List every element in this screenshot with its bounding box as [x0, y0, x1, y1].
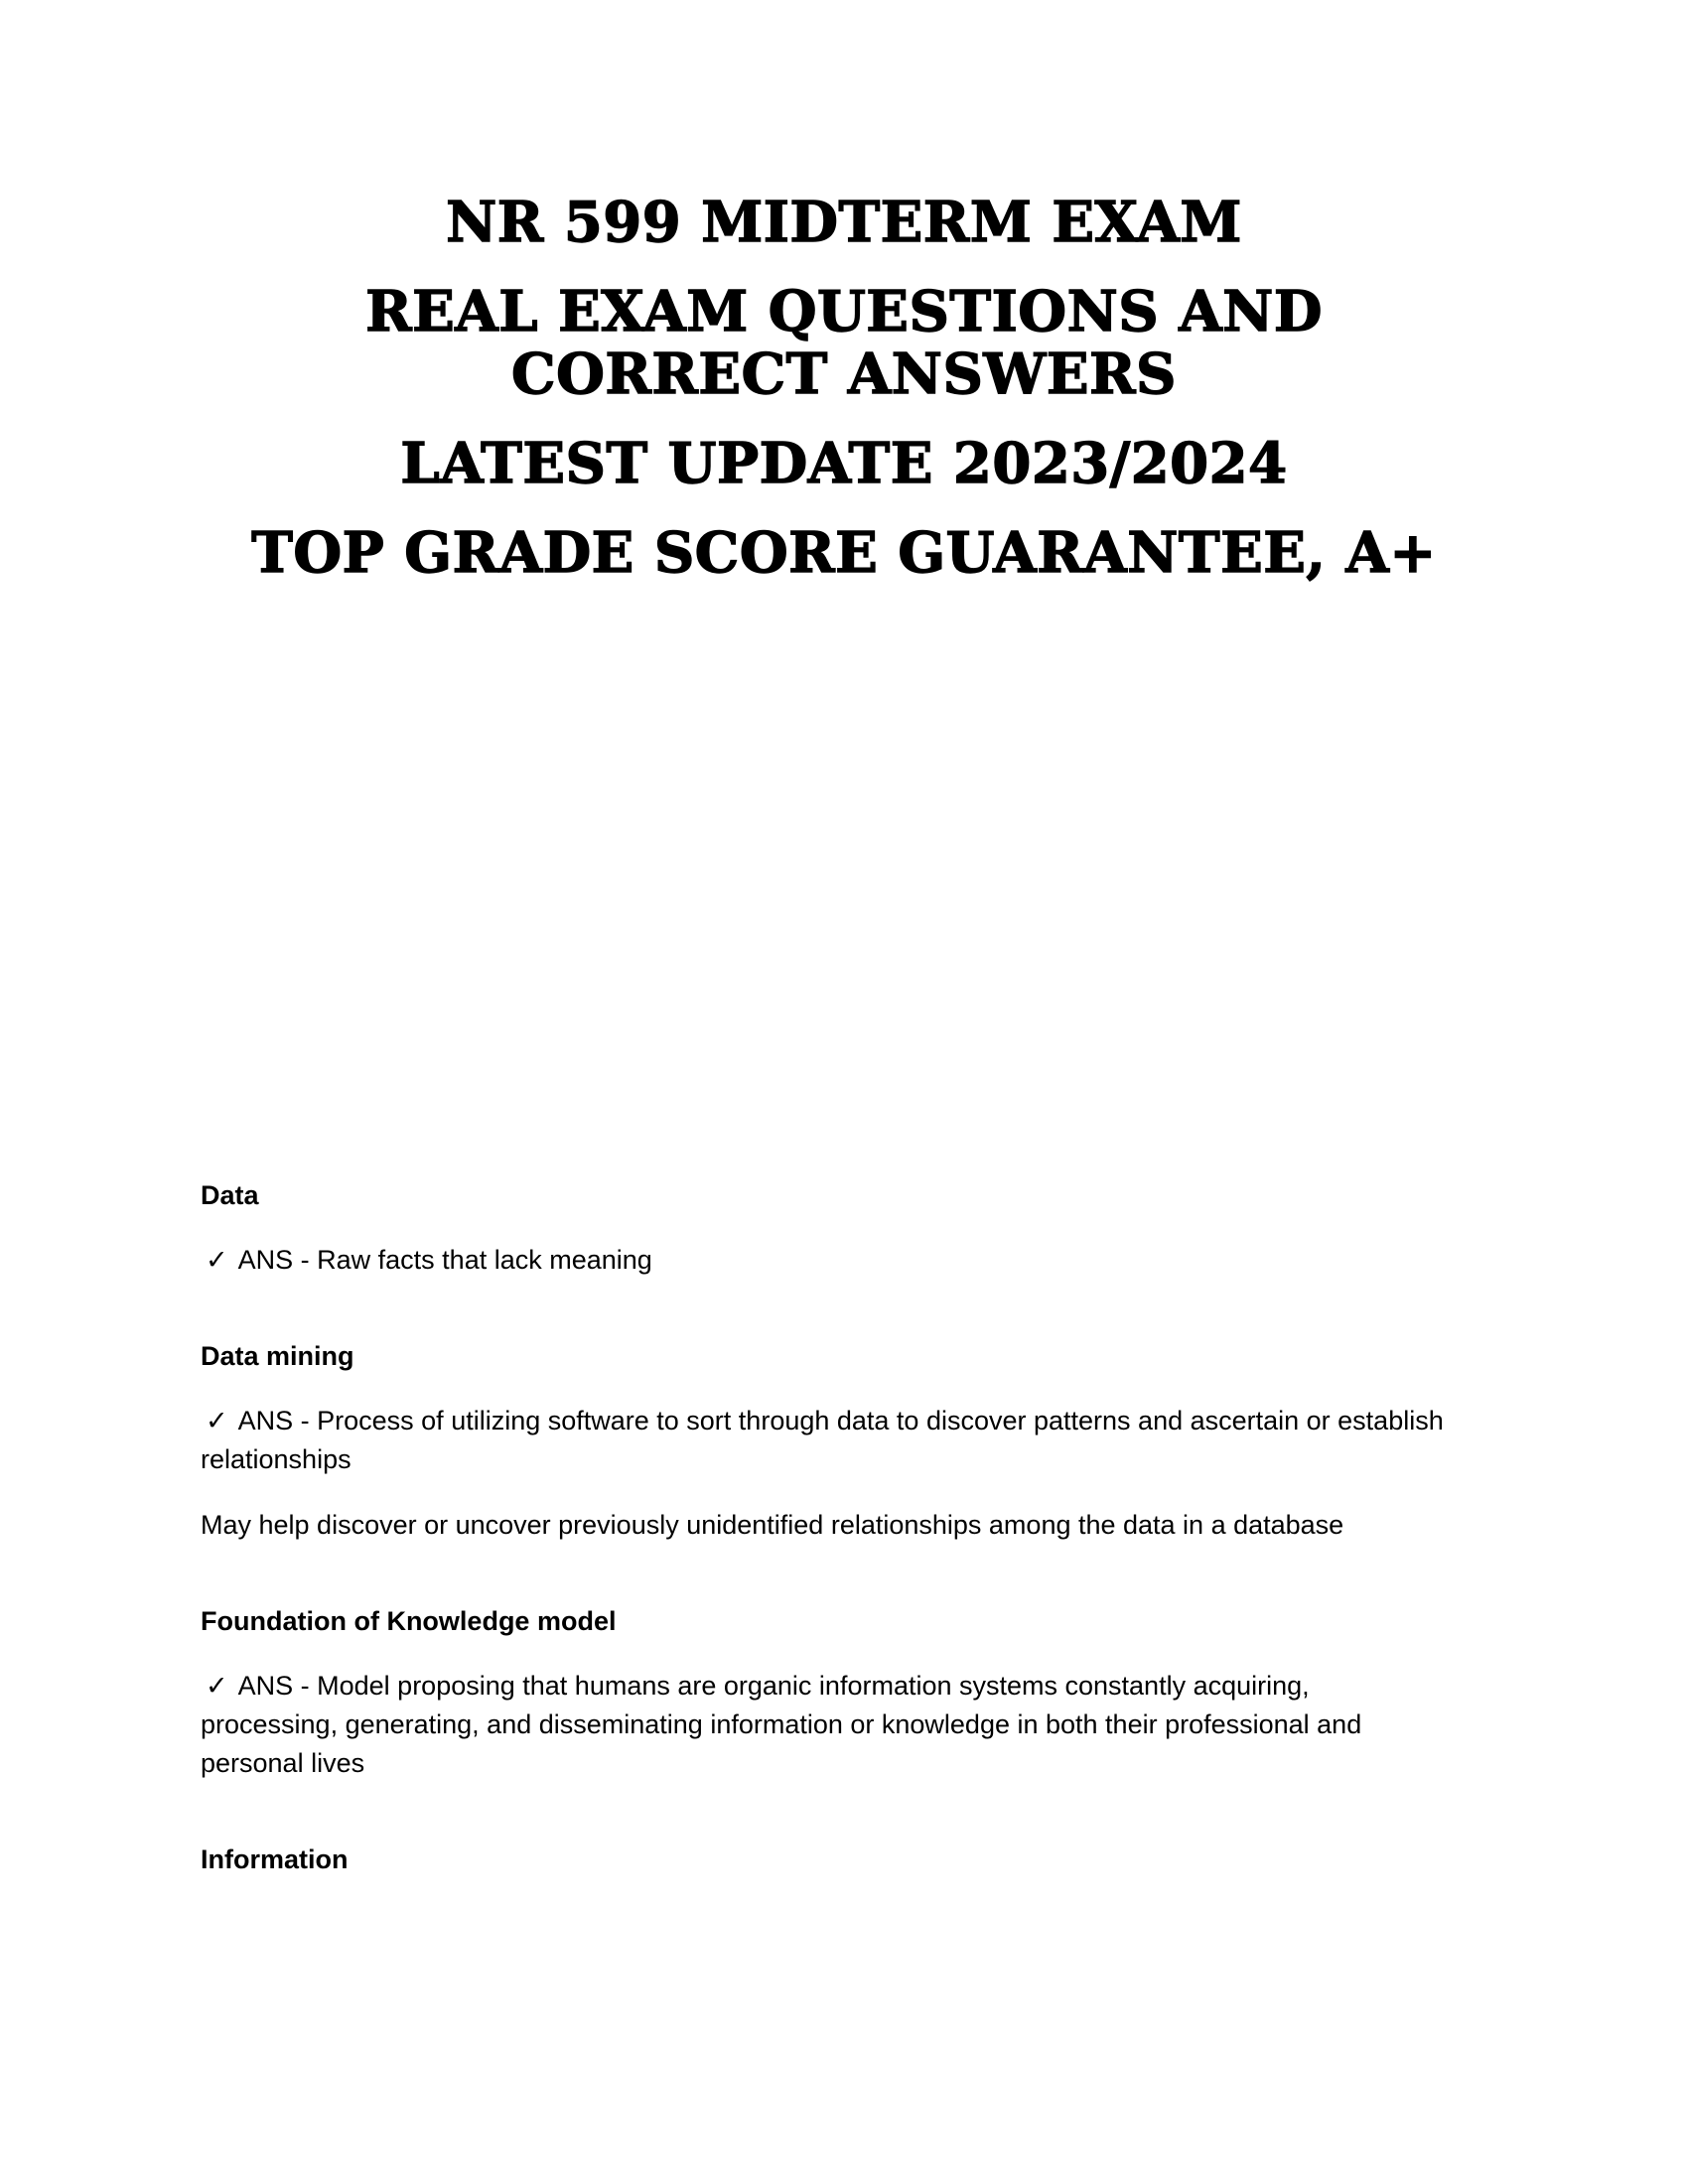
qa-answer — [201, 1667, 1559, 1783]
qa-answer-text: ANS - Model proposing that humans are organic information systems constantly acquiring, — [237, 1671, 1310, 1701]
qa-answer-line: processing, generating, and disseminating information or knowledge in both their professional and — [201, 1709, 1362, 1739]
qa-term: Data mining — [201, 1341, 354, 1371]
qa-term: Foundation of Knowledge model — [201, 1606, 617, 1636]
document-title-block — [209, 0, 1479, 585]
qa-note-line: May help discover or uncover previously unidentified relationships among the data in a database — [201, 1510, 1344, 1540]
qa-answer-line — [201, 1667, 1559, 1706]
qa-answer — [201, 1241, 1559, 1280]
qa-section-information — [201, 1841, 1559, 1879]
qa-section-data — [201, 1176, 1559, 1280]
qa-term: Information — [201, 1844, 349, 1874]
qa-term: Data — [201, 1180, 259, 1210]
qa-content — [0, 1176, 1688, 1879]
title-line-update: LATEST UPDATE 2023/2024 — [400, 431, 1288, 496]
title-line-subtitle: REAL EXAM QUESTIONS AND CORRECT ANSWERS — [365, 279, 1323, 407]
qa-answer-line — [201, 1241, 1559, 1280]
qa-section-data-mining — [201, 1337, 1559, 1545]
qa-answer-line: personal lives — [201, 1748, 365, 1778]
qa-section-foundation-of-knowledge — [201, 1602, 1559, 1783]
title-line-guarantee: TOP GRADE SCORE GUARANTEE, A+ — [251, 520, 1437, 586]
checkmark-icon: ✓ — [206, 1406, 228, 1436]
checkmark-icon: ✓ — [206, 1671, 228, 1702]
title-line-course: NR 599 MIDTERM EXAM — [446, 190, 1242, 255]
checkmark-icon: ✓ — [206, 1245, 228, 1276]
qa-answer-text: ANS - Raw facts that lack meaning — [237, 1245, 652, 1275]
qa-answer-line: relationships — [201, 1444, 352, 1474]
qa-answer-text: ANS - Process of utilizing software to sort through data to discover patterns and ascertain or establish — [237, 1406, 1444, 1435]
qa-note — [201, 1506, 1559, 1545]
qa-answer-line — [201, 1402, 1559, 1440]
qa-answer — [201, 1402, 1559, 1479]
